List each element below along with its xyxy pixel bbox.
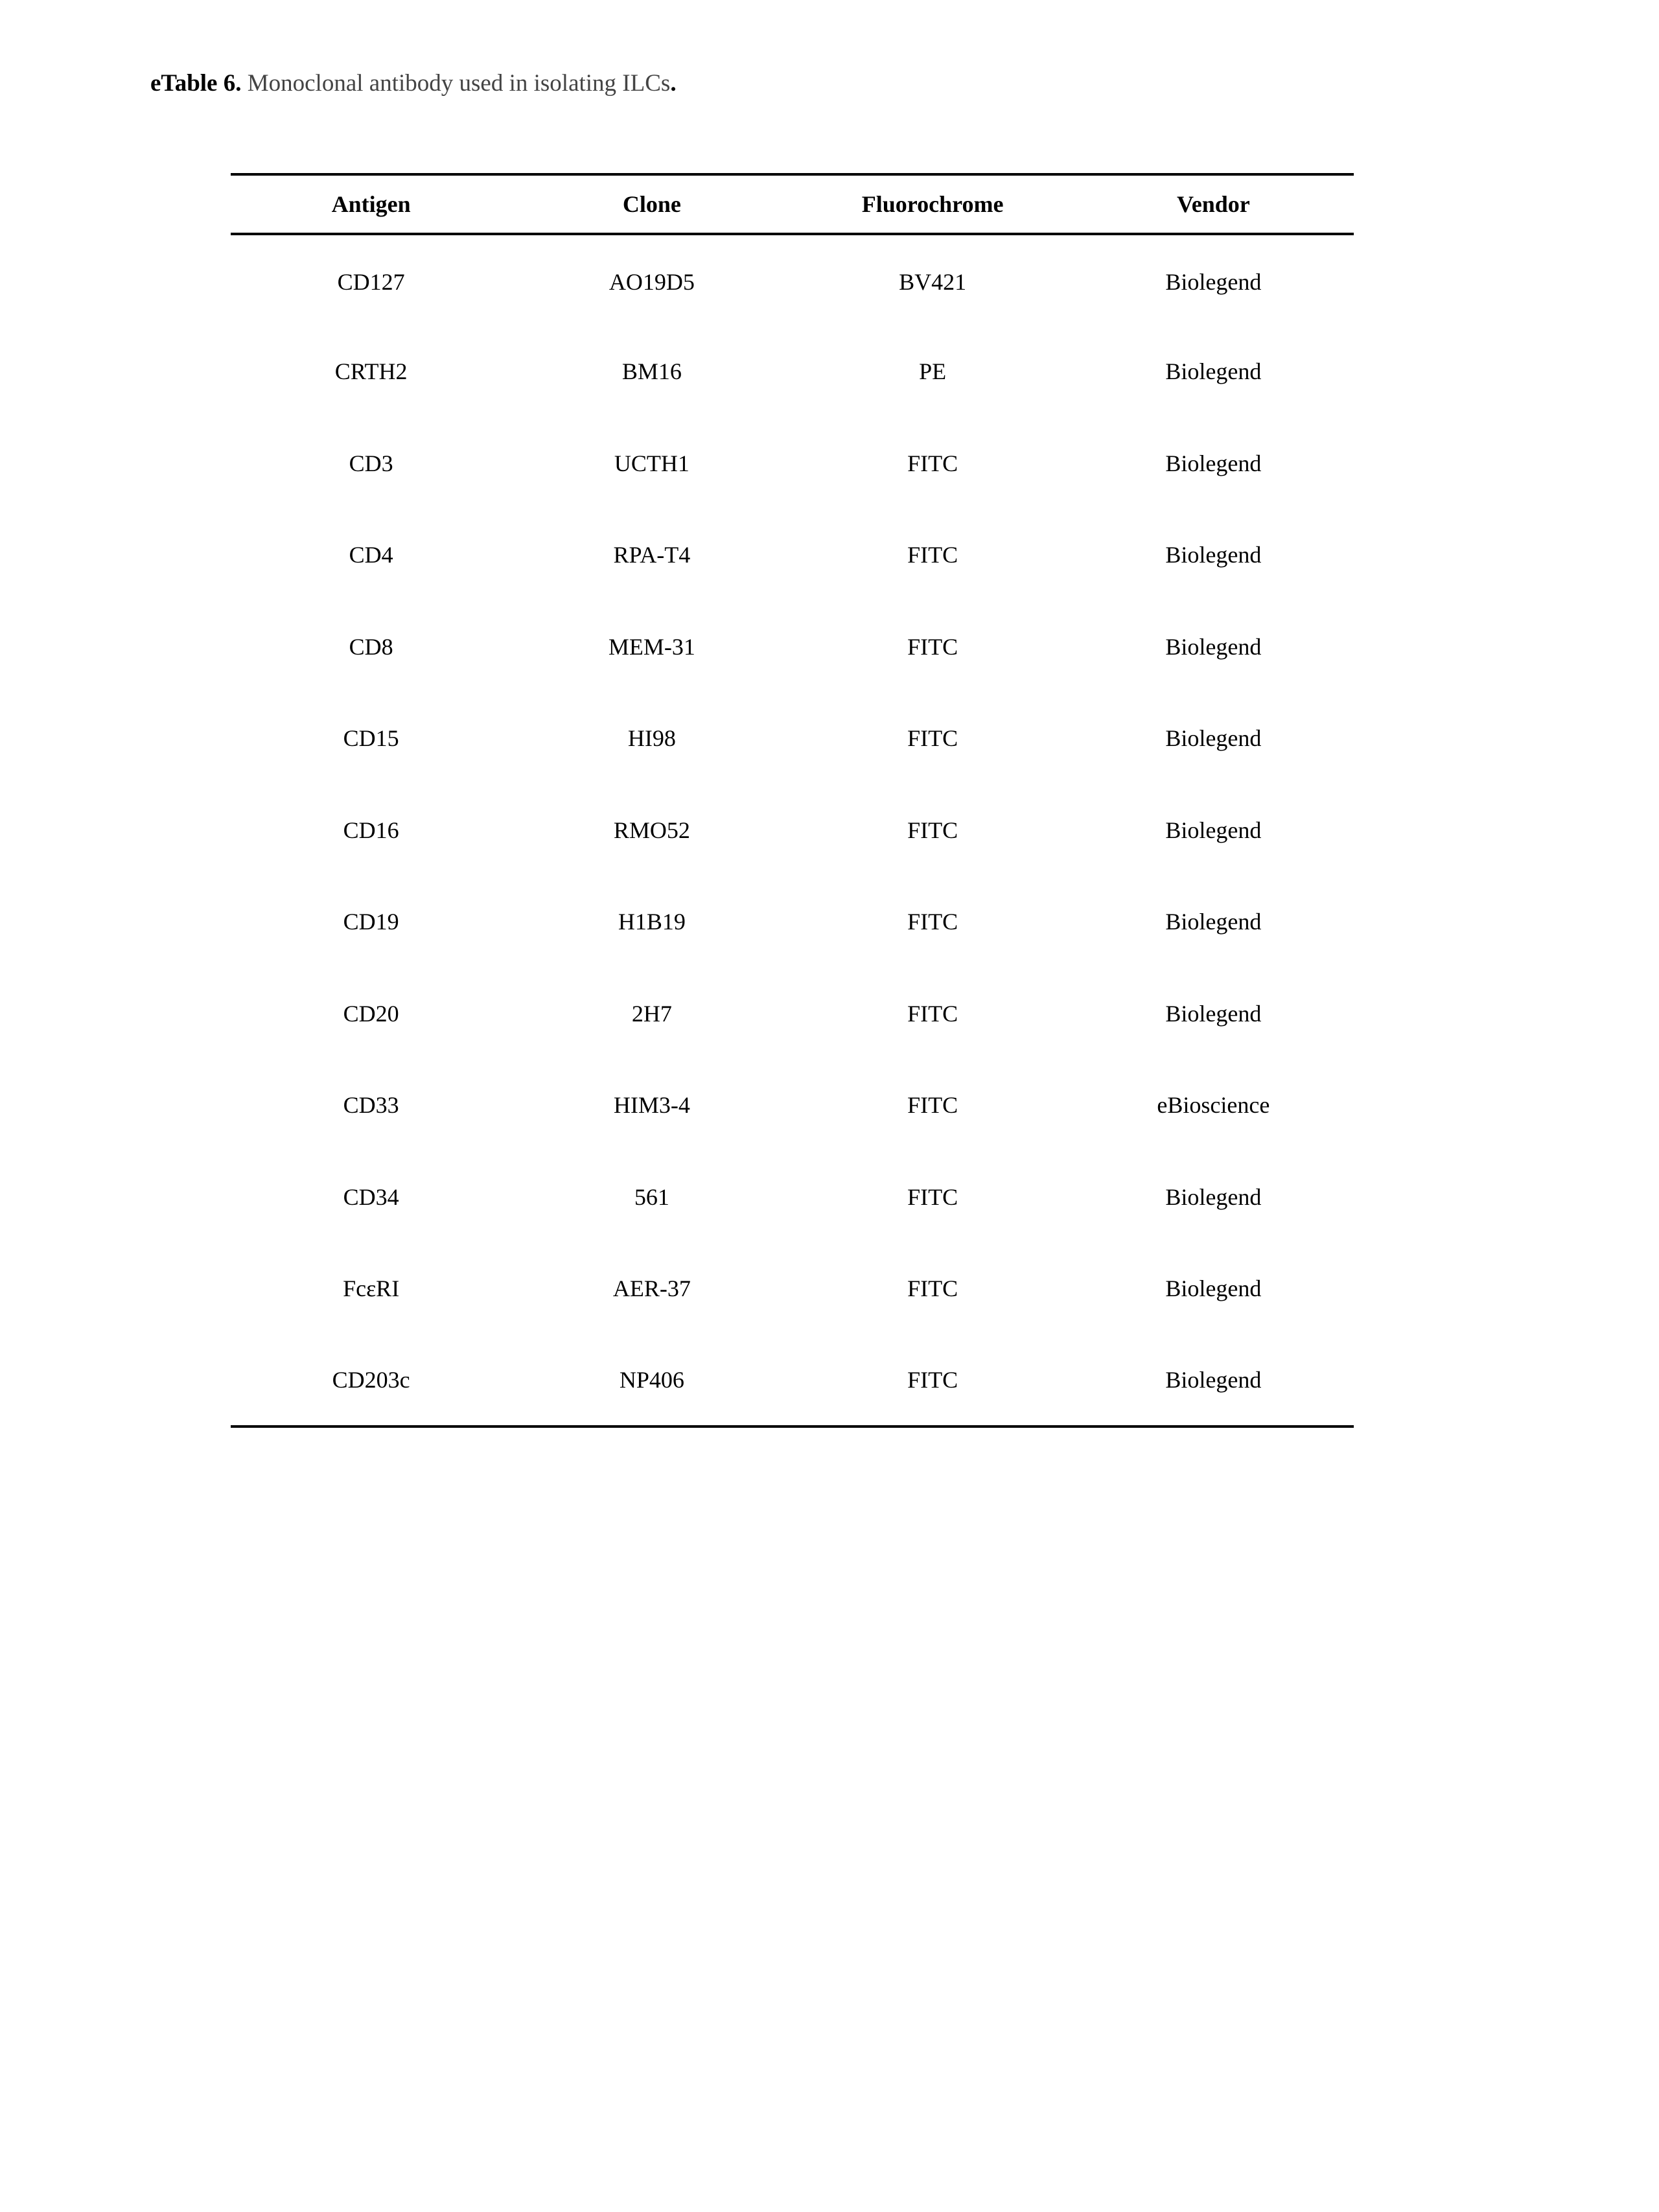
cell-vendor: Biolegend [1165, 268, 1262, 295]
cell-antigen: CD20 [343, 1000, 399, 1027]
cell-vendor: Biolegend [1165, 1000, 1262, 1027]
cell-fluorochrome: FITC [907, 1000, 958, 1027]
cell-antigen: CD3 [349, 450, 393, 476]
cell-clone: RMO52 [613, 817, 690, 843]
cell-antigen: CD16 [343, 817, 399, 843]
cell-antigen: CD203c [231, 1334, 511, 1426]
header-clone: Clone [511, 174, 792, 234]
cell-clone: UCTH1 [614, 450, 690, 476]
header-fluorochrome: Fluorochrome [793, 174, 1073, 234]
table-row [231, 1151, 1354, 1243]
cell-antigen: CD127 [337, 268, 405, 295]
cell-antigen: CD4 [349, 542, 393, 568]
table-caption [150, 67, 677, 100]
cell-fluorochrome: FITC [907, 1275, 958, 1302]
table-row [231, 876, 1354, 968]
table-row [231, 326, 1354, 418]
cell-fluorochrome: FITC [907, 725, 958, 752]
cell-clone: AO19D5 [609, 268, 695, 295]
cell-vendor: Biolegend [1165, 1183, 1262, 1210]
table-row [231, 509, 1354, 601]
cell-clone: BM16 [621, 358, 682, 385]
cell-clone: 2H7 [631, 1000, 672, 1027]
cell-antigen: CD15 [343, 725, 399, 752]
cell-vendor: Biolegend [1165, 542, 1262, 568]
antibody-table-container [231, 173, 1354, 1428]
table-row [231, 601, 1354, 693]
caption-end: . [670, 70, 677, 97]
cell-vendor: eBioscience [1157, 1092, 1270, 1119]
cell-vendor: Biolegend [1165, 817, 1262, 843]
cell-clone: 561 [634, 1183, 669, 1210]
cell-antigen: CD33 [343, 1092, 399, 1119]
cell-clone: RPA-T4 [613, 542, 691, 568]
table-header [231, 174, 1354, 234]
caption-label: eTable 6. [150, 70, 242, 97]
antibody-table [231, 173, 1354, 1428]
cell-vendor: Biolegend [1165, 450, 1262, 476]
cell-clone: NP406 [511, 1334, 792, 1426]
table-row [231, 417, 1354, 509]
table-row [231, 1060, 1354, 1152]
cell-fluorochrome: FITC [907, 1092, 958, 1119]
header-row [231, 174, 1354, 234]
cell-fluorochrome: FITC [907, 909, 958, 935]
cell-fluorochrome: FITC [793, 1334, 1073, 1426]
table-row [231, 693, 1354, 785]
table-row [231, 968, 1354, 1060]
cell-vendor: Biolegend [1073, 1334, 1354, 1426]
header-antigen: Antigen [231, 174, 511, 234]
table-row [231, 234, 1354, 326]
table-body [231, 234, 1354, 1426]
cell-antigen: FcεRI [343, 1275, 400, 1302]
cell-fluorochrome: FITC [907, 633, 958, 660]
table-row [231, 1334, 1354, 1426]
cell-fluorochrome: PE [919, 358, 947, 385]
cell-antigen: CD34 [343, 1183, 399, 1210]
cell-clone: MEM-31 [608, 633, 695, 660]
cell-vendor: Biolegend [1165, 358, 1262, 385]
cell-clone: H1B19 [618, 909, 686, 935]
caption-text: Monoclonal antibody used in isolating ILCs [241, 70, 671, 97]
cell-fluorochrome: FITC [907, 1183, 958, 1210]
cell-fluorochrome: BV421 [899, 268, 967, 295]
header-vendor: Vendor [1073, 174, 1354, 234]
cell-vendor: Biolegend [1165, 633, 1262, 660]
table-row [231, 1243, 1354, 1335]
cell-clone: AER-37 [612, 1275, 691, 1302]
cell-fluorochrome: FITC [907, 450, 958, 476]
cell-antigen: CRTH2 [334, 358, 408, 385]
cell-clone: HIM3-4 [613, 1092, 690, 1119]
cell-vendor: Biolegend [1165, 1275, 1262, 1302]
cell-antigen: CD8 [349, 633, 393, 660]
cell-vendor: Biolegend [1165, 909, 1262, 935]
table-row [231, 784, 1354, 876]
cell-antigen: CD19 [343, 909, 399, 935]
cell-fluorochrome: FITC [907, 817, 958, 843]
cell-fluorochrome: FITC [907, 542, 958, 568]
cell-vendor: Biolegend [1165, 725, 1262, 752]
cell-clone: HI98 [627, 725, 676, 752]
